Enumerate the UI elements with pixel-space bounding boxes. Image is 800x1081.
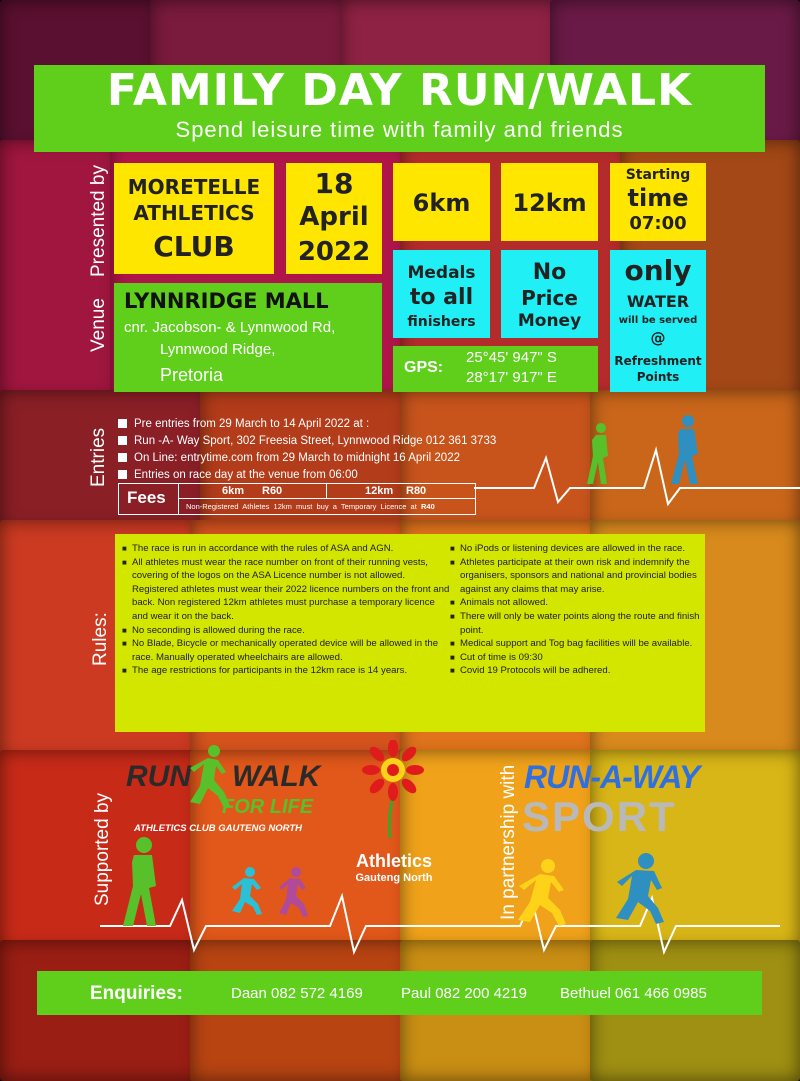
walker-green-large-icon bbox=[118, 836, 164, 928]
rule-item: ■ The age restrictions for participants in the 12km race is 14 years. bbox=[122, 664, 450, 678]
rule-item: ■ All athletes must wear the race number on front of their running vests, covering of the logos on the ASA Licence number is not allowed. Registered athletes must wear their 2022 licence numbers on the front and back. Non registered 12km athletes must purchase a temporary licence and wear it on the back. bbox=[122, 556, 450, 624]
fees-6km-price: R60 bbox=[262, 485, 283, 497]
water-line5: Refreshment bbox=[614, 354, 702, 368]
label-rules: Rules: bbox=[90, 612, 111, 666]
entry-item: Run -A- Way Sport, 302 Freesia Street, Lynnwood Ridge 012 361 3733 bbox=[118, 434, 548, 448]
entry-item: Pre entries from 29 March to 14 April 2022 at : bbox=[118, 417, 548, 431]
water-line2: WATER bbox=[626, 292, 690, 311]
event-title: FAMILY DAY RUN/WALK bbox=[106, 65, 693, 116]
agn-flower-logo bbox=[360, 740, 426, 840]
label-entries: Entries bbox=[88, 427, 109, 487]
enquiries-contact-2: Paul 082 200 4219 bbox=[401, 985, 527, 1002]
prize-line3: Money bbox=[517, 311, 582, 331]
fees-vdivider bbox=[326, 483, 327, 498]
rule-item: ■ Medical support and Tog bag facilities will be available. bbox=[450, 637, 700, 651]
prize-line1: No bbox=[532, 260, 567, 285]
label-in-partnership: In partnership with bbox=[498, 764, 519, 920]
fees-hline bbox=[178, 498, 476, 499]
rule-item: ■ No iPods or listening devices are allowed in the race. bbox=[450, 542, 700, 556]
label-presented-by: Presented by bbox=[88, 165, 109, 277]
raw-line2: SPORT bbox=[522, 793, 677, 840]
heartbeat-line-entries bbox=[474, 440, 800, 510]
walker-green-icon bbox=[584, 422, 614, 486]
rwfl-tagline: ATHLETICS CLUB GAUTENG NORTH bbox=[134, 823, 303, 834]
venue-line3: Pretoria bbox=[160, 365, 224, 385]
rule-item: ■ There will only be water points along the route and finish point. bbox=[450, 610, 700, 637]
enquiries-contact-1: Daan 082 572 4169 bbox=[231, 985, 363, 1002]
rule-item: ■ Animals not allowed. bbox=[450, 596, 700, 610]
water-line6: Points bbox=[636, 370, 680, 384]
label-venue: Venue bbox=[88, 298, 109, 352]
gps-latitude: 25°45' 947" S bbox=[466, 349, 557, 366]
gps-label: GPS: bbox=[404, 359, 444, 376]
start-line3: 07:00 bbox=[629, 213, 687, 234]
raw-line1: RUN-A-WAY bbox=[524, 759, 700, 795]
rule-item: ■ Cut of time is 09:30 bbox=[450, 651, 700, 665]
rwfl-for-life: FOR LIFE bbox=[222, 796, 314, 818]
fees-divider bbox=[178, 483, 179, 515]
rule-item: ■ No Blade, Bicycle or mechanically operated device will be allowed in the race. Manually operated wheelchairs are allowed. bbox=[122, 637, 450, 664]
date-day: 18 bbox=[314, 167, 354, 200]
walker-blue-icon bbox=[666, 414, 706, 486]
water-line4: @ bbox=[650, 329, 666, 347]
rules-right-column bbox=[450, 542, 700, 678]
fees-note bbox=[186, 501, 435, 512]
water-line1: only bbox=[624, 254, 692, 287]
prize-line2: Price bbox=[521, 286, 578, 310]
rwfl-run: RUN bbox=[126, 760, 191, 793]
rule-item: ■ The race is run in accordance with the rules of ASA and AGN. bbox=[122, 542, 450, 556]
runner-blue-icon bbox=[612, 852, 668, 926]
venue-line1: cnr. Jacobson- & Lynnwood Rd, bbox=[124, 319, 336, 336]
start-line2: time bbox=[627, 184, 689, 212]
fees-note-text: Non-Registered Athletes 12km must buy a Temporary Licence at bbox=[186, 502, 421, 511]
agn-line2: Gauteng North bbox=[355, 872, 433, 884]
runner-yellow-icon bbox=[514, 858, 570, 928]
fees-12km-price: R80 bbox=[406, 485, 427, 497]
distance-12km: 12km bbox=[512, 189, 587, 217]
fees-note-price: R40 bbox=[420, 502, 435, 511]
start-line1: Starting bbox=[625, 167, 691, 183]
heartbeat-line-bottom bbox=[100, 890, 780, 960]
distance-6km: 6km bbox=[412, 189, 471, 217]
gps-longitude: 28°17' 917" E bbox=[466, 369, 557, 386]
rule-item: ■ Athletes participate at their own risk and indemnify the organisers, sponsors and national and provincial bodies against any claims that may arise. bbox=[450, 556, 700, 597]
label-supported-by: Supported by bbox=[92, 792, 113, 906]
child-runner-purple-icon bbox=[276, 866, 310, 918]
entry-item: On Line: entrytime.com from 29 March to midnight 16 April 2022 bbox=[118, 451, 548, 465]
rule-item: ■ Covid 19 Protocols will be adhered. bbox=[450, 664, 700, 678]
medals-line1: Medals bbox=[407, 263, 476, 283]
entry-item: Entries on race day at the venue from 06:00 bbox=[118, 468, 548, 482]
presenter-line3: CLUB bbox=[153, 230, 235, 263]
enquiries-label: Enquiries: bbox=[90, 983, 183, 1004]
fees-6km: 6km bbox=[222, 485, 245, 497]
medals-line3: finishers bbox=[407, 314, 476, 330]
presenter-line1: MORETELLE bbox=[127, 175, 261, 199]
enquiries-contact-3: Bethuel 061 466 0985 bbox=[560, 985, 707, 1002]
venue-name: LYNNRIDGE MALL bbox=[124, 289, 329, 313]
water-line3: will be served bbox=[618, 315, 698, 326]
rwfl-walk: WALK bbox=[232, 760, 321, 793]
event-subtitle: Spend leisure time with family and friends bbox=[175, 117, 624, 142]
fees-12km: 12km bbox=[365, 485, 394, 497]
date-month: April bbox=[299, 202, 369, 232]
presenter-line2: ATHLETICS bbox=[133, 201, 255, 225]
medals-line2: to all bbox=[409, 285, 474, 310]
child-runner-cyan-icon bbox=[228, 866, 264, 916]
fees-label: Fees bbox=[127, 488, 166, 507]
venue-line2: Lynnwood Ridge, bbox=[160, 341, 276, 358]
rule-item: ■ No seconding is allowed during the race. bbox=[122, 624, 450, 638]
date-year: 2022 bbox=[297, 237, 371, 267]
rules-left-column bbox=[122, 542, 450, 678]
agn-line1: Athletics bbox=[355, 851, 433, 871]
